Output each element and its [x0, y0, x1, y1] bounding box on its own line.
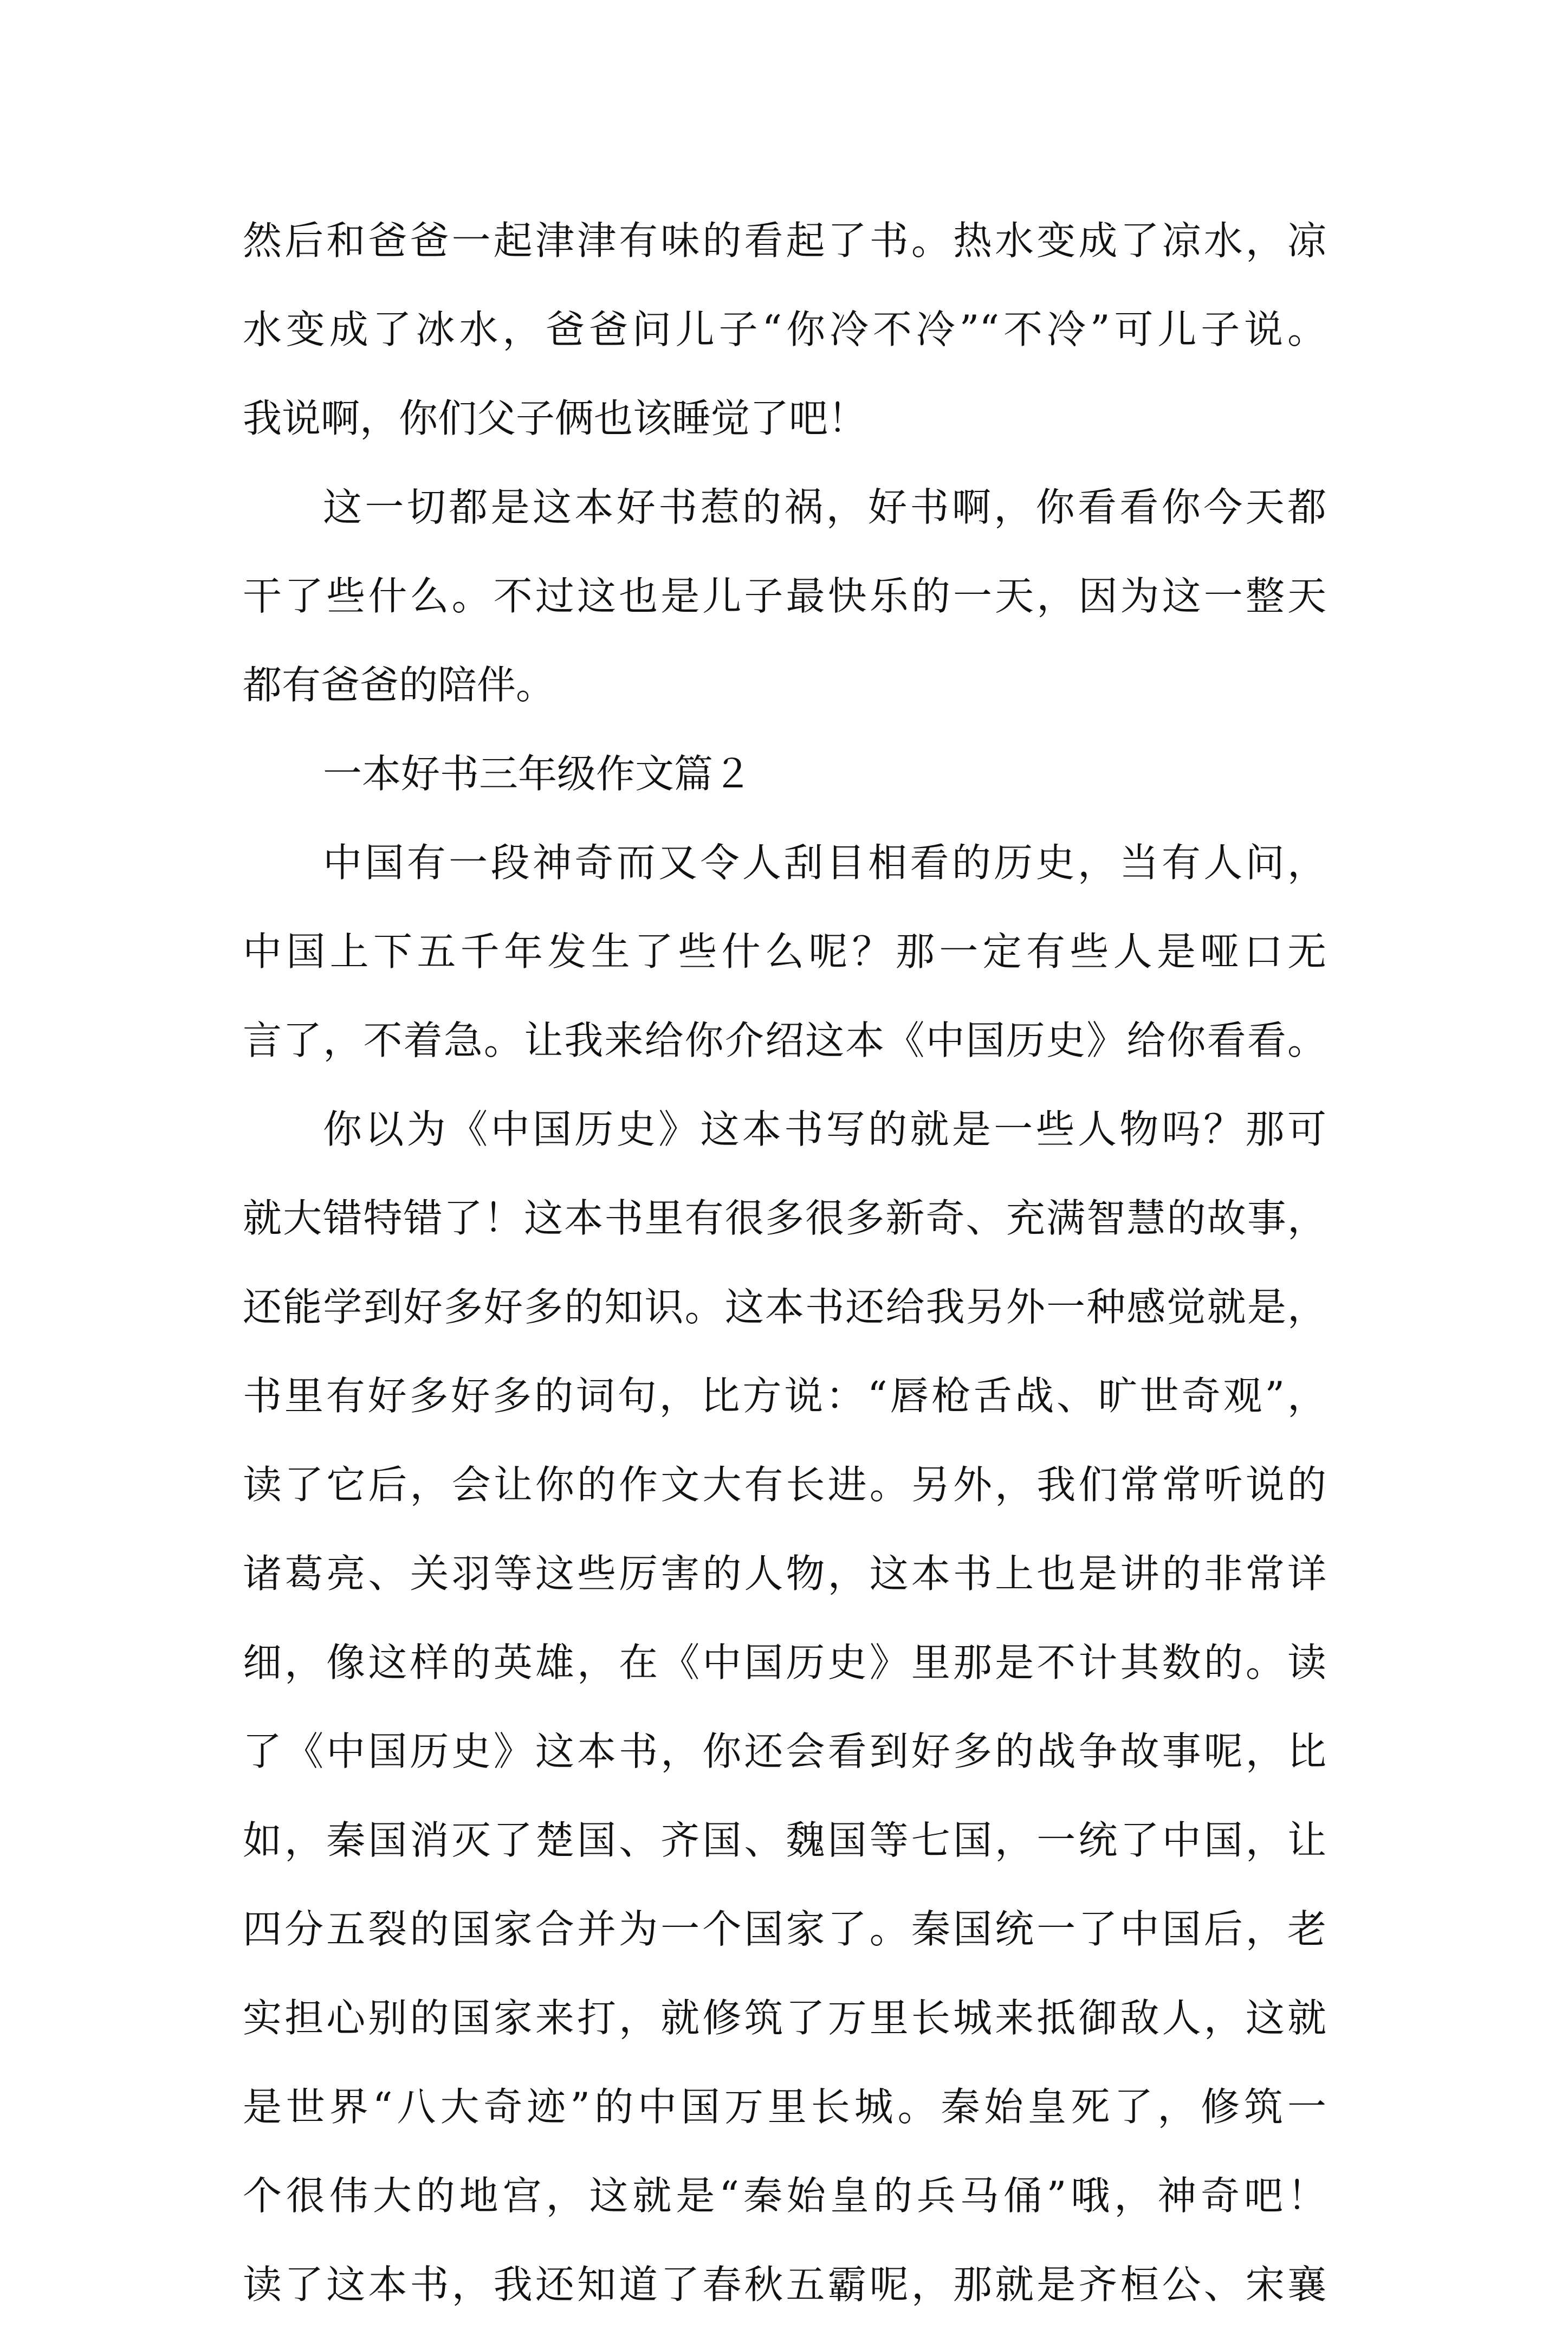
text-line: 言了，不着急。让我来给你介绍这本《中国历史》给你看看。 [243, 1018, 1326, 1063]
text-line: 四分五裂的国家合并为一个国家了。秦国统一了中国后，老 [243, 1906, 1326, 1952]
text-line: 书里有好多好多的词句，比方说：“唇枪舌战、旷世奇观”， [243, 1373, 1326, 1419]
text-line: 你以为《中国历史》这本书写的就是一些人物吗？那可 [323, 1107, 1326, 1152]
text-line: 如，秦国消灭了楚国、齐国、魏国等七国，一统了中国，让 [243, 1817, 1326, 1863]
text-line: 干了些什么。不过这也是儿子最快乐的一天，因为这一整天 [243, 573, 1326, 619]
text-line: 水变成了冰水，爸爸问儿子“你冷不冷”“不冷”可儿子说。 [243, 307, 1326, 352]
text-line: 个很伟大的地宫，这就是“秦始皇的兵马俑”哦，神奇吧！ [243, 2173, 1326, 2218]
section-heading: 一本好书三年级作文篇２ [323, 751, 753, 797]
essay-body [243, 196, 1326, 2329]
text-line: 细，像这样的英雄，在《中国历史》里那是不计其数的。读 [243, 1640, 1326, 1685]
text-line: 然后和爸爸一起津津有味的看起了书。热水变成了凉水，凉 [243, 218, 1326, 263]
text-line: 实担心别的国家来打，就修筑了万里长城来抵御敌人，这就 [243, 1995, 1326, 2041]
text-line: 是世界“八大奇迹”的中国万里长城。秦始皇死了，修筑一 [243, 2084, 1326, 2130]
text-line: 都有爸爸的陪伴。 [243, 662, 555, 708]
text-line: 就大错特错了！这本书里有很多很多新奇、充满智慧的故事， [243, 1195, 1326, 1241]
text-line: 读了它后，会让你的作文大有长进。另外，我们常常听说的 [243, 1462, 1326, 1508]
text-line: 还能学到好多好多的知识。这本书还给我另外一种感觉就是， [243, 1284, 1326, 1330]
text-line: 中国上下五千年发生了些什么呢？那一定有些人是哑口无 [243, 929, 1326, 974]
text-line: 中国有一段神奇而又令人刮目相看的历史，当有人问， [323, 840, 1326, 885]
text-line: 读了这本书，我还知道了春秋五霸呢，那就是齐桓公、宋襄 [243, 2262, 1326, 2307]
text-line: 我说啊，你们父子俩也该睡觉了吧！ [243, 396, 867, 441]
text-line: 这一切都是这本好书惹的祸，好书啊，你看看你今天都 [323, 484, 1326, 530]
text-line: 诸葛亮、关羽等这些厉害的人物，这本书上也是讲的非常详 [243, 1551, 1326, 1596]
text-line: 了《中国历史》这本书，你还会看到好多的战争故事呢，比 [243, 1729, 1326, 1774]
